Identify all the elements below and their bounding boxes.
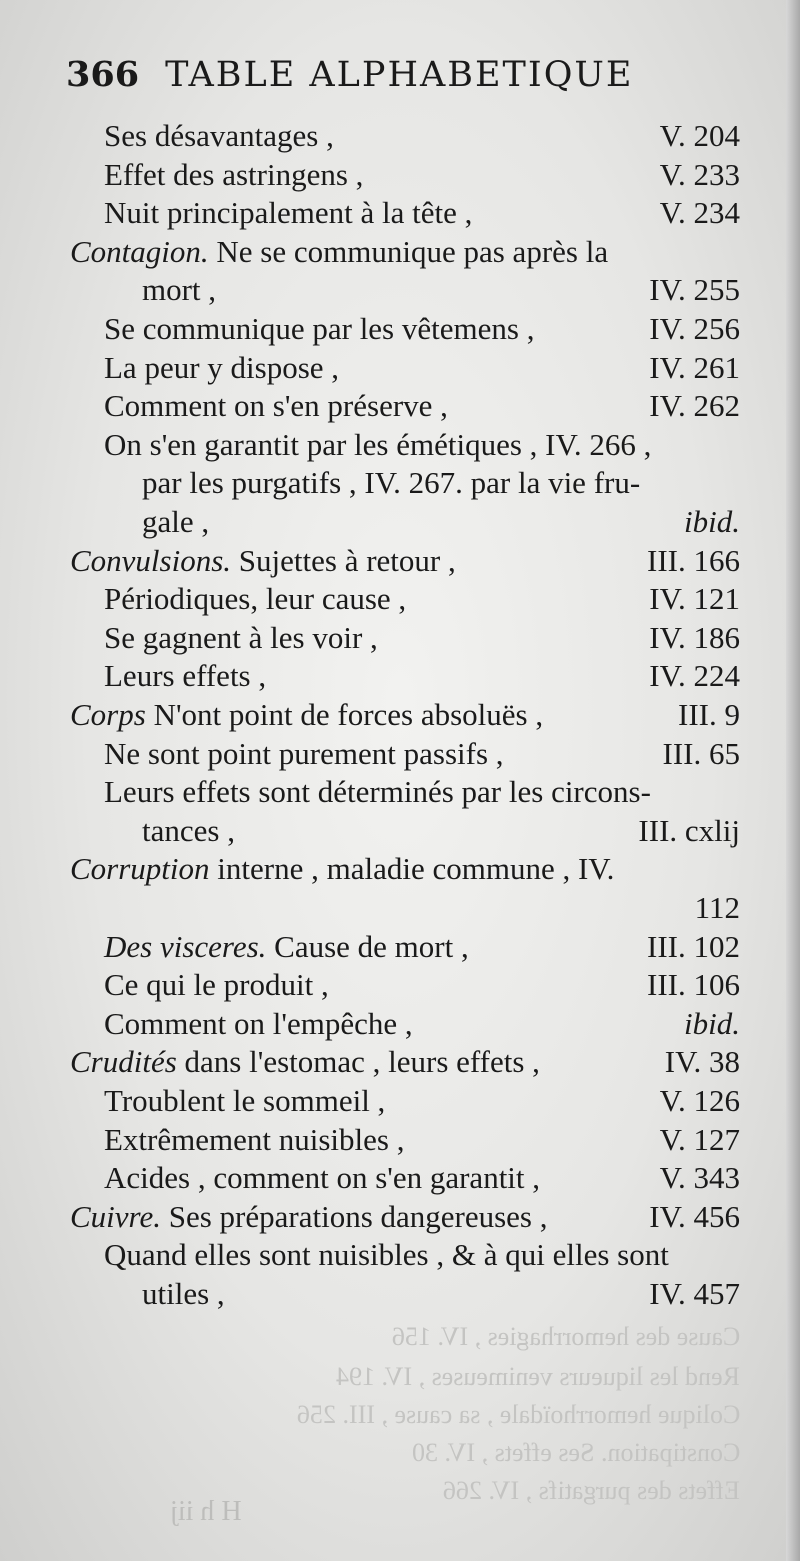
entry-reference: IV. 255 bbox=[649, 272, 740, 308]
entry-description: tances , bbox=[142, 812, 235, 848]
index-heading-entry bbox=[0, 539, 800, 582]
entry-reference: IV. 121 bbox=[649, 581, 740, 617]
entry-text bbox=[70, 230, 608, 273]
entry-description: La peur y dispose , bbox=[104, 349, 340, 385]
entry-text bbox=[104, 153, 363, 196]
entry-reference: IV. 224 bbox=[649, 658, 740, 694]
entry-reference: IV. 457 bbox=[649, 1276, 740, 1311]
entry-description: utiles , bbox=[142, 1276, 225, 1311]
index-subentry bbox=[0, 1272, 800, 1315]
entry-reference: III. 102 bbox=[647, 928, 740, 964]
index-subentry bbox=[0, 1118, 800, 1161]
entry-description: Sujettes à retour , bbox=[238, 542, 456, 578]
entry-reference: V. 234 bbox=[659, 195, 740, 231]
entry-reference: V. 343 bbox=[659, 1160, 740, 1196]
entry-description: Cause de mort , bbox=[274, 928, 469, 964]
entry-text bbox=[104, 925, 469, 968]
bleed-through-signature: H h iij bbox=[170, 1496, 242, 1527]
entry-text bbox=[104, 770, 651, 813]
entry-headword: Corps bbox=[70, 697, 146, 732]
index-subentry bbox=[0, 307, 800, 350]
entry-text bbox=[104, 1233, 669, 1276]
entry-headword: Convulsions. bbox=[70, 542, 232, 578]
entry-description: N'ont point de forces absoluës , bbox=[153, 697, 544, 732]
entry-description: Leurs effets , bbox=[104, 658, 267, 694]
entry-text bbox=[104, 114, 334, 157]
entry-description: mort , bbox=[142, 272, 217, 308]
entry-reference: ibid. bbox=[684, 1005, 740, 1041]
entry-description: Ne se communique pas après la bbox=[216, 233, 609, 269]
index-subentry bbox=[0, 423, 800, 466]
bleed-through-text: Constipation. Ses effets , IV. 30 bbox=[411, 1438, 740, 1467]
entry-headword: Corruption bbox=[70, 851, 210, 887]
entry-description: Effet des astringens , bbox=[104, 156, 364, 192]
entry-reference: 112 bbox=[694, 890, 740, 925]
entry-text bbox=[70, 1040, 540, 1083]
index-subentry bbox=[0, 346, 800, 389]
entry-text bbox=[142, 268, 216, 311]
page-number: 366 bbox=[66, 54, 140, 95]
index-subentry bbox=[0, 809, 800, 852]
entry-description: Leurs effets sont déterminés par les circons- bbox=[104, 774, 651, 810]
entry-reference: V. 127 bbox=[659, 1121, 740, 1157]
index-subentry bbox=[0, 1079, 800, 1122]
entry-description: dans l'estomac , leurs effets , bbox=[184, 1044, 540, 1080]
entry-description: Ne sont point purement passifs , bbox=[104, 735, 504, 771]
entry-description: Se gagnent à les voir , bbox=[104, 619, 378, 655]
entry-headword: Des visceres. bbox=[104, 928, 267, 964]
entry-text bbox=[70, 693, 543, 736]
index-subentry bbox=[0, 577, 800, 620]
index-subentry bbox=[0, 153, 800, 196]
entry-description: Comment on l'empêche , bbox=[104, 1005, 413, 1041]
index-subentry bbox=[0, 963, 800, 1006]
entry-headword: Cuivre. bbox=[70, 1198, 161, 1234]
entry-text bbox=[142, 461, 640, 504]
index-heading-entry bbox=[0, 1040, 800, 1083]
entry-text bbox=[104, 423, 651, 466]
entry-text bbox=[142, 809, 235, 852]
entry-reference: III. cxlij bbox=[638, 812, 740, 848]
entry-text bbox=[104, 346, 339, 389]
entry-description: Nuit principalement à la tête , bbox=[104, 195, 473, 231]
entry-text bbox=[70, 847, 614, 890]
index-subentry bbox=[0, 500, 800, 543]
entry-text bbox=[104, 577, 406, 620]
entry-description: Comment on s'en préserve , bbox=[104, 388, 448, 424]
entry-text bbox=[104, 384, 448, 427]
entry-description: gale , bbox=[142, 504, 210, 539]
entry-description: Acides , comment on s'en garantit , bbox=[104, 1160, 541, 1196]
entry-description: Extrêmement nuisibles , bbox=[104, 1121, 405, 1157]
index-heading-entry bbox=[0, 693, 800, 736]
index-subentry bbox=[0, 925, 800, 968]
entry-text bbox=[104, 307, 534, 350]
entry-description: interne , maladie commune , IV. bbox=[217, 851, 615, 887]
index-subentry bbox=[0, 268, 800, 311]
bleed-through-text: Rend les liqueurs venimeuses , IV. 194 bbox=[336, 1362, 740, 1391]
index-subentry bbox=[0, 384, 800, 427]
entry-text bbox=[104, 963, 329, 1006]
entry-reference: IV. 456 bbox=[649, 1198, 740, 1234]
entry-text bbox=[142, 500, 209, 543]
entry-text bbox=[142, 1272, 225, 1315]
page-title: TABLE ALPHABETIQUE bbox=[165, 55, 634, 95]
entry-description: par les purgatifs , IV. 267. par la vie fru- bbox=[142, 465, 641, 501]
index-subentry bbox=[0, 1156, 800, 1199]
entry-text bbox=[104, 1118, 404, 1161]
entry-description: Troublent le sommeil , bbox=[104, 1083, 386, 1118]
entry-description: Ses désavantages , bbox=[104, 118, 334, 153]
entry-text bbox=[104, 616, 378, 659]
entry-reference: ibid. bbox=[684, 504, 740, 539]
entry-headword: Crudités bbox=[70, 1044, 177, 1080]
entry-reference: V. 204 bbox=[659, 118, 740, 153]
index-subentry bbox=[0, 654, 800, 697]
entry-text bbox=[104, 732, 504, 775]
entry-text bbox=[104, 1079, 385, 1122]
entry-reference: IV. 256 bbox=[649, 311, 740, 346]
entry-reference: V. 126 bbox=[659, 1083, 740, 1118]
index-subentry bbox=[0, 770, 800, 813]
index-subentry bbox=[0, 114, 800, 157]
entry-headword: Contagion. bbox=[70, 233, 209, 269]
entry-text bbox=[104, 1156, 540, 1199]
entry-reference: IV. 186 bbox=[649, 619, 740, 655]
entry-description: Ce qui le produit , bbox=[104, 967, 329, 1003]
entry-reference: IV. 261 bbox=[649, 349, 740, 385]
bleed-through-text: Colique hemorrhoïdale , sa cause , III. 256 bbox=[296, 1400, 740, 1429]
index-heading-entry bbox=[0, 847, 800, 890]
entry-reference: III. 106 bbox=[647, 967, 740, 1003]
entry-reference: III. 9 bbox=[678, 697, 740, 732]
index-subentry bbox=[0, 461, 800, 504]
entry-description: Quand elles sont nuisibles , & à qui elles sont bbox=[104, 1237, 669, 1273]
entry-reference: III. 166 bbox=[647, 542, 740, 578]
entry-text bbox=[70, 1195, 548, 1238]
index-subentry bbox=[0, 191, 800, 234]
entry-text bbox=[104, 654, 266, 697]
entry-description: On s'en garantit par les émétiques , IV. 266 , bbox=[104, 426, 652, 462]
index-subentry bbox=[0, 732, 800, 775]
entry-reference: V. 233 bbox=[659, 156, 740, 192]
entry-description: Périodiques, leur cause , bbox=[104, 581, 407, 617]
entry-text bbox=[104, 191, 472, 234]
index-subentry bbox=[0, 1233, 800, 1276]
index-subentry bbox=[0, 616, 800, 659]
entry-description: Ses préparations dangereuses , bbox=[168, 1198, 548, 1234]
entry-description: Se communique par les vêtemens , bbox=[104, 311, 535, 346]
entry-reference: IV. 262 bbox=[649, 388, 740, 424]
entry-reference: III. 65 bbox=[662, 735, 740, 771]
entry-reference: IV. 38 bbox=[664, 1044, 740, 1080]
bleed-through-text: Effets des purgatifs , IV. 266 bbox=[443, 1476, 740, 1505]
bleed-through-text: Cause des hemorrhagies , IV. 156 bbox=[391, 1322, 740, 1351]
index-heading-entry bbox=[0, 230, 800, 273]
index-subentry bbox=[0, 1002, 800, 1045]
entry-text bbox=[104, 1002, 413, 1045]
index-heading-entry bbox=[0, 1195, 800, 1238]
index-subentry bbox=[0, 886, 800, 929]
entry-text bbox=[70, 539, 456, 582]
